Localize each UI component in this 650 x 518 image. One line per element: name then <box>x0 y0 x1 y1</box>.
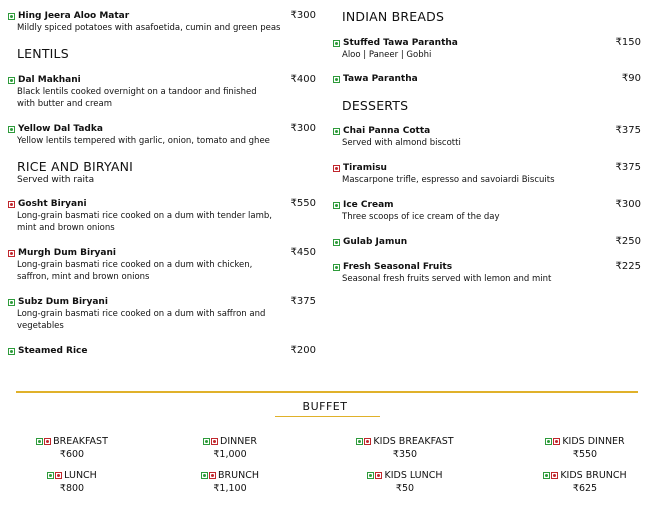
buffet-item-price: ₹800 <box>59 483 85 494</box>
item-name: Chai Panna Cotta <box>343 126 431 136</box>
buffet-title: BUFFET <box>302 400 348 413</box>
nonveg-mark-icon <box>375 472 382 479</box>
buffet-item-brunch <box>190 469 270 494</box>
nonveg-mark-icon <box>551 472 558 479</box>
veg-mark-icon <box>545 438 552 445</box>
veg-mark-icon <box>8 13 15 20</box>
item-name: Murgh Dum Biryani <box>18 248 116 258</box>
veg-mark-icon <box>333 76 340 83</box>
item-name: Yellow Dal Tadka <box>18 124 103 134</box>
buffet-title-underline <box>275 416 380 417</box>
buffet-item-kids-dinner <box>530 435 640 460</box>
veg-mark-icon <box>333 239 340 246</box>
item-price: ₹200 <box>290 345 316 356</box>
item-price: ₹450 <box>290 247 316 258</box>
buffet-item-lunch <box>32 469 112 494</box>
item-name: Gulab Jamun <box>343 237 408 247</box>
veg-mark-icon <box>47 472 54 479</box>
nonveg-mark-icon <box>55 472 62 479</box>
buffet-item-breakfast <box>22 435 122 460</box>
item-name: Gosht Biryani <box>18 199 87 209</box>
menu-item-fresh-seasonal-fruits <box>333 261 641 285</box>
menu-item-subz-dum-biryani <box>8 296 316 332</box>
item-description: Mascarpone trifle, espresso and savoiardi Biscuits <box>342 175 555 185</box>
buffet-item-price: ₹1,100 <box>213 483 247 494</box>
item-description: Yellow lentils tempered with garlic, onion, tomato and ghee <box>17 136 270 146</box>
item-description-line: saffron, mint and brown onions <box>17 272 150 282</box>
buffet-item-kids-lunch <box>350 469 460 494</box>
buffet-item-name: BRUNCH <box>218 469 259 481</box>
menu-item-murgh-dum-biryani <box>8 247 316 283</box>
veg-mark-icon <box>8 299 15 306</box>
item-description-line: Black lentils cooked overnight on a tandoor and finished <box>17 87 257 97</box>
section-title-indian-breads: INDIAN BREADS <box>342 9 445 24</box>
veg-mark-icon <box>203 438 210 445</box>
item-name: Steamed Rice <box>18 346 88 356</box>
veg-mark-icon <box>201 472 208 479</box>
buffet-item-name: KIDS DINNER <box>562 435 625 447</box>
item-name: Stuffed Tawa Parantha <box>343 38 458 48</box>
item-description-line: Long-grain basmati rice cooked on a dum with tender lamb, <box>17 211 273 221</box>
buffet-item-name: KIDS BRUNCH <box>560 469 627 481</box>
veg-mark-icon <box>367 472 374 479</box>
item-description-line: mint and brown onions <box>17 223 115 233</box>
item-name: Subz Dum Biryani <box>18 297 108 307</box>
veg-mark-icon <box>356 438 363 445</box>
item-description-line: with butter and cream <box>17 99 113 109</box>
item-price: ₹300 <box>615 199 641 210</box>
nonveg-mark-icon <box>333 165 340 172</box>
item-price: ₹300 <box>290 10 316 21</box>
item-description: Three scoops of ice cream of the day <box>342 212 500 222</box>
item-name: Tiramisu <box>343 163 387 173</box>
veg-mark-icon <box>36 438 43 445</box>
item-description-line: Long-grain basmati rice cooked on a dum with saffron and <box>17 309 266 319</box>
buffet-item-price: ₹50 <box>395 483 415 494</box>
item-price: ₹375 <box>615 125 641 136</box>
menu-item-yellow-dal-tadka <box>8 123 316 147</box>
menu-item-dal-makhani <box>8 74 316 110</box>
buffet-item-price: ₹600 <box>59 449 85 460</box>
veg-mark-icon <box>8 126 15 133</box>
item-name: Hing Jeera Aloo Matar <box>18 11 130 21</box>
item-name: Ice Cream <box>343 200 394 210</box>
veg-mark-icon <box>333 202 340 209</box>
menu-item-hing-jeera-aloo-matar <box>8 10 316 34</box>
veg-mark-icon <box>543 472 550 479</box>
veg-mark-icon <box>333 40 340 47</box>
nonveg-mark-icon <box>211 438 218 445</box>
section-title-desserts: DESSERTS <box>342 98 409 113</box>
item-description-line: vegetables <box>17 321 64 331</box>
veg-mark-icon <box>8 77 15 84</box>
section-title-rice-biryani: RICE AND BIRYANI <box>17 159 134 174</box>
item-name: Tawa Parantha <box>343 74 418 84</box>
buffet-item-name: DINNER <box>220 435 257 447</box>
item-description: Served with almond biscotti <box>342 138 461 148</box>
buffet-item-kids-brunch <box>530 469 640 494</box>
menu-item-chai-panna-cotta <box>333 125 641 149</box>
menu-item-steamed-rice <box>8 345 316 357</box>
veg-mark-icon <box>333 128 340 135</box>
buffet-item-dinner <box>190 435 270 460</box>
buffet-item-name: KIDS BREAKFAST <box>373 435 454 447</box>
buffet-item-price: ₹625 <box>572 483 598 494</box>
item-name: Fresh Seasonal Fruits <box>343 262 453 272</box>
buffet-item-price: ₹1,000 <box>213 449 247 460</box>
item-price: ₹550 <box>290 198 316 209</box>
veg-mark-icon <box>333 264 340 271</box>
section-subtitle: Served with raita <box>17 175 95 185</box>
veg-mark-icon <box>8 348 15 355</box>
menu-item-tawa-parantha <box>333 73 641 85</box>
item-price: ₹400 <box>290 74 316 85</box>
buffet-item-price: ₹350 <box>392 449 418 460</box>
item-description: Aloo | Paneer | Gobhi <box>342 50 432 60</box>
item-description: Seasonal fresh fruits served with lemon and mint <box>342 274 552 284</box>
item-price: ₹375 <box>290 296 316 307</box>
nonveg-mark-icon <box>8 201 15 208</box>
buffet-item-name: KIDS LUNCH <box>384 469 443 481</box>
nonveg-mark-icon <box>209 472 216 479</box>
item-description-line: Long-grain basmati rice cooked on a dum with chicken, <box>17 260 253 270</box>
section-divider <box>16 391 638 393</box>
buffet-item-name: LUNCH <box>64 469 97 481</box>
item-price: ₹375 <box>615 162 641 173</box>
menu-item-gulab-jamun <box>333 236 641 248</box>
nonveg-mark-icon <box>44 438 51 445</box>
nonveg-mark-icon <box>8 250 15 257</box>
buffet-item-price: ₹550 <box>572 449 598 460</box>
menu-item-gosht-biryani <box>8 198 316 234</box>
menu-item-ice-cream <box>333 199 641 223</box>
buffet-item-kids-breakfast <box>340 435 470 460</box>
nonveg-mark-icon <box>553 438 560 445</box>
item-description: Mildly spiced potatoes with asafoetida, cumin and green peas <box>17 23 281 33</box>
item-price: ₹250 <box>615 236 641 247</box>
item-name: Dal Makhani <box>18 75 81 85</box>
section-title-lentils: LENTILS <box>17 46 69 61</box>
menu-item-stuffed-tawa-parantha <box>333 37 641 61</box>
item-price: ₹300 <box>290 123 316 134</box>
item-price: ₹150 <box>615 37 641 48</box>
item-price: ₹90 <box>621 73 641 84</box>
menu-item-tiramisu <box>333 162 641 186</box>
buffet-item-name: BREAKFAST <box>53 435 108 447</box>
item-price: ₹225 <box>615 261 641 272</box>
nonveg-mark-icon <box>364 438 371 445</box>
